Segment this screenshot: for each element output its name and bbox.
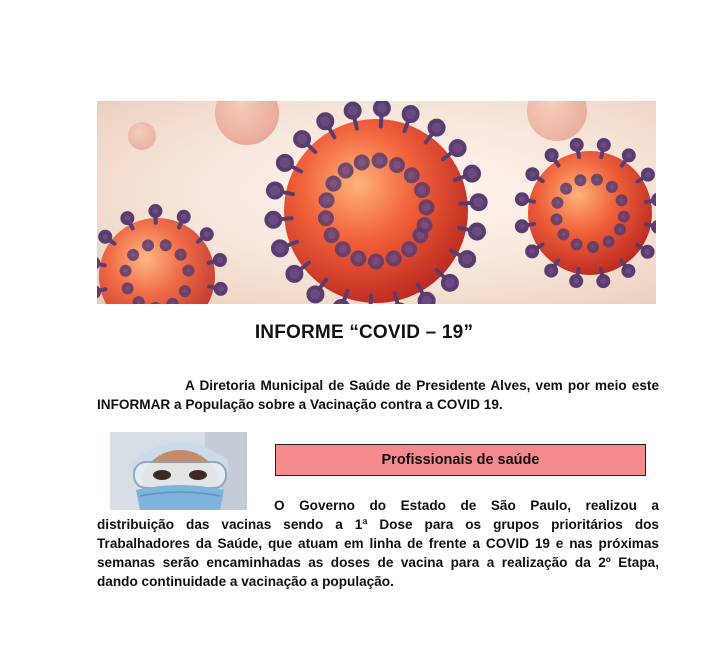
section-label-professionals: Profissionais de saúde: [275, 444, 646, 476]
section-paragraph: distribuição das vacinas sendo a 1ª Dose para os grupos prioritários dos Trabalhadores da Saúde, que atuam em linha de frente a COVID 19 e nas próximas semanas serão encaminhadas as doses de vacina para a realização da 2º Etapa, dando continuidade a vacinação a população.: [97, 517, 659, 589]
health-worker-photo: [110, 432, 247, 510]
section-paragraph-first-line: O Governo do Estado de São Paulo, realizou a: [274, 498, 659, 513]
intro-paragraph: A Diretoria Municipal de Saúde de Presidente Alves, vem por meio este INFORMAR a População sobre a Vacinação contra a COVID 19.: [97, 378, 659, 412]
coronavirus-illustration: [97, 101, 656, 304]
coronavirus-banner-image: [97, 101, 656, 304]
page-title: INFORME “COVID – 19”: [254, 322, 474, 343]
